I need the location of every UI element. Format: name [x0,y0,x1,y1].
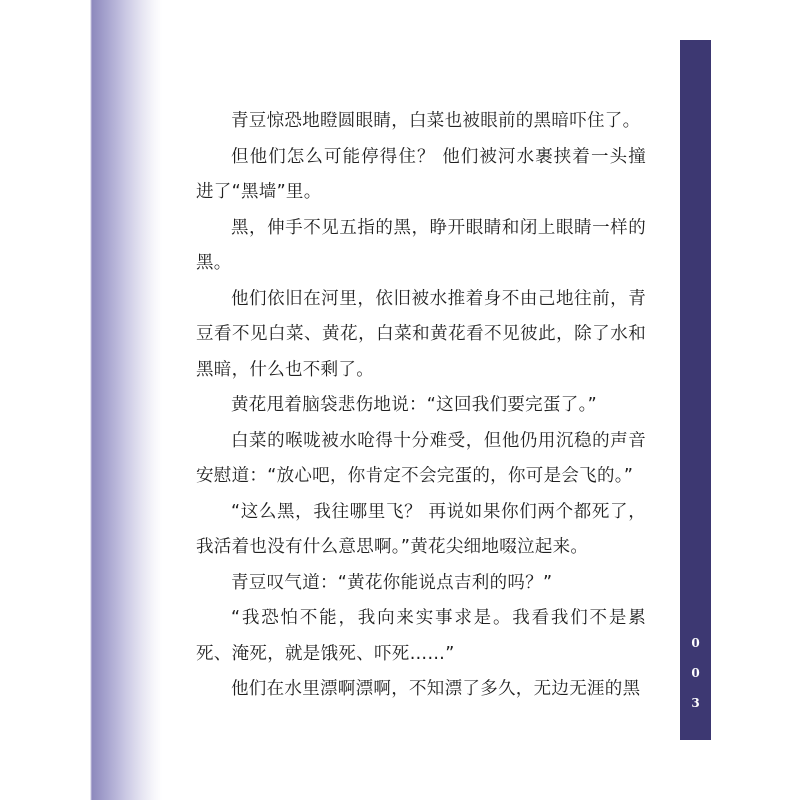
paragraph: 青豆叹气道：“黄花你能说点吉利的吗？” [231,572,553,593]
paragraph: 青豆惊恐地瞪圆眼睛，白菜也被眼前的黑暗吓住了。 [231,111,641,131]
page-number [680,628,711,718]
page-number-digit: 3 [691,696,700,710]
paragraph: “这么黑，我往哪里飞？ 再说如果你们两个都死了，我活着也没有什么意思啊。”黄花尖细地啜泣起来。 [196,501,646,557]
paragraph: 他们依旧在河里，依旧被水推着身不由己地往前，青豆看不见白菜、黄花，白菜和黄花看不见彼此，除了水和黑暗，什么也不剩了。 [196,288,646,380]
paragraph: 白菜的喉咙被水呛得十分难受，但他仍用沉稳的声音安慰道：“放心吧，你肯定不会完蛋的，你可是会飞的。” [196,430,646,486]
paragraph: 黑，伸手不见五指的黑，睁开眼睛和闭上眼睛一样的黑。 [196,217,646,273]
text-body [196,104,646,708]
spine-gradient-band [0,0,162,800]
page-number-digit: 0 [691,636,700,650]
paragraph: “我恐怕不能，我向来实事求是。我看我们不是累死、淹死，就是饿死、吓死……” [196,608,646,664]
paragraph: 但他们怎么可能停得住？ 他们被河水裹挟着一头撞进了“黑墙”里。 [196,146,646,202]
paragraph: 黄花甩着脑袋悲伤地说：“这回我们要完蛋了。” [231,395,597,415]
paragraph: 他们在水里漂啊漂啊，不知漂了多久，无边无涯的黑 [231,679,641,699]
page-number-digit: 0 [691,666,700,680]
